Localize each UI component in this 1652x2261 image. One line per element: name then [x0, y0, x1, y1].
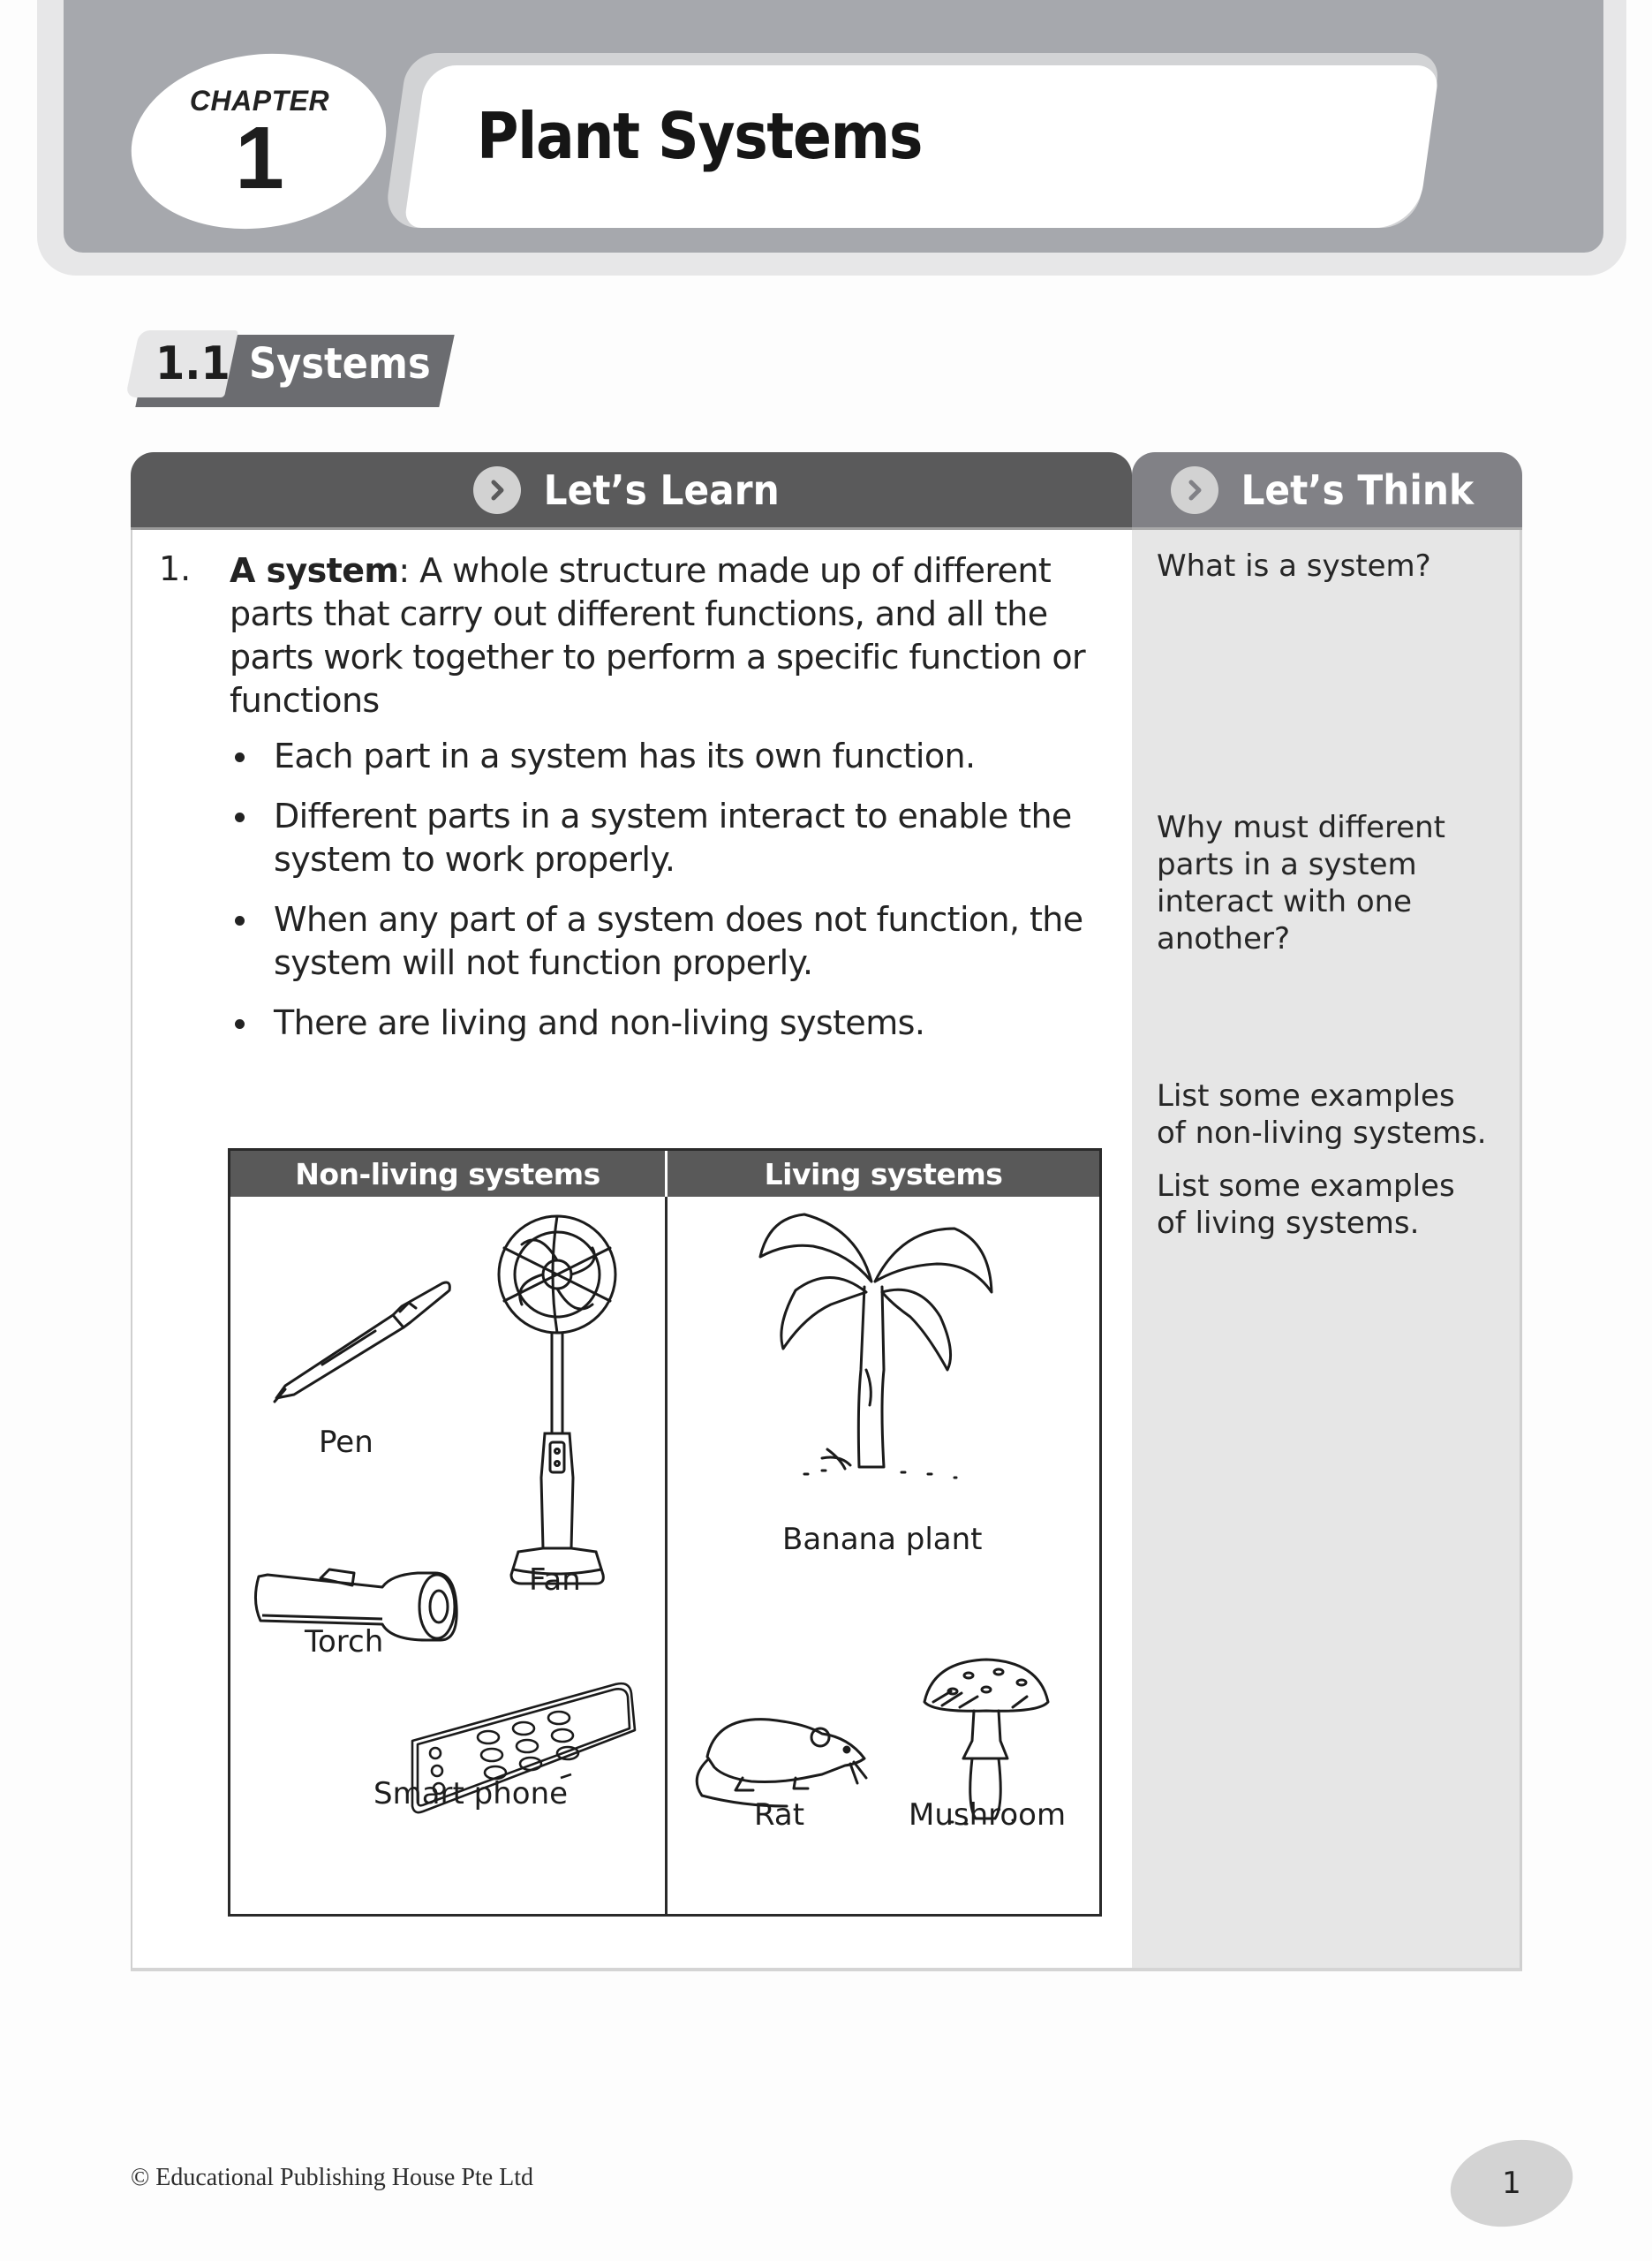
chapter-label: CHAPTER: [189, 85, 330, 117]
list-item: When any part of a system does not function, the system will not function properly.: [230, 898, 1121, 985]
chapter-number: 1: [235, 109, 284, 208]
copyright-notice: © Educational Publishing House Pte Ltd: [131, 2164, 534, 2191]
torch-label: Torch: [305, 1624, 384, 1660]
key-points-list: [230, 735, 1121, 1062]
fan-label: Fan: [529, 1562, 581, 1598]
section-title: Systems: [249, 339, 431, 389]
system-definition: [230, 549, 1121, 722]
think-question: List some examples of living systems.: [1157, 1168, 1455, 1241]
pen-illustration: [269, 1266, 455, 1407]
banana-plant-label: Banana plant: [782, 1522, 983, 1557]
chevron-right-icon: [1171, 466, 1218, 514]
lets-learn-body: [131, 530, 1132, 1971]
smart-phone-label: Smart phone: [373, 1776, 569, 1811]
lets-think-body: [1132, 530, 1522, 1971]
chapter-title: Plant Systems: [477, 99, 923, 173]
lets-learn-title: Let’s Learn: [543, 465, 780, 514]
think-question: What is a system?: [1157, 548, 1431, 584]
learn-think-panel: [131, 452, 1522, 1971]
item-number: 1.: [159, 549, 192, 588]
chevron-right-icon: [473, 466, 521, 514]
list-item: Each part in a system has its own function.: [230, 735, 1121, 778]
mushroom-label: Mushroom: [909, 1797, 1067, 1833]
lets-learn-header: [131, 452, 1132, 530]
lets-think-header: [1132, 452, 1522, 530]
rat-label: Rat: [754, 1797, 805, 1833]
table-divider: [665, 1151, 668, 1914]
list-item: There are living and non-living systems.: [230, 1002, 1121, 1045]
lets-think-title: Let’s Think: [1241, 465, 1474, 514]
non-living-header: Non-living systems: [230, 1151, 665, 1197]
living-header: Living systems: [668, 1151, 1099, 1197]
definition-term: A system: [230, 551, 399, 590]
list-item: Different parts in a system interact to enable the system to work properly.: [230, 795, 1121, 881]
fan-illustration: [487, 1213, 628, 1601]
definition-text: : A whole structure made up of different parts that carry out different functions, and all the parts work together to perform a specific function or functions: [230, 551, 1085, 720]
think-question: List some examples of non-living systems.: [1157, 1078, 1487, 1151]
pen-label: Pen: [319, 1425, 373, 1460]
page-number: 1: [1502, 2166, 1521, 2201]
think-question: Why must different parts in a system interact with one another?: [1157, 810, 1446, 957]
systems-comparison-table: [228, 1148, 1102, 1917]
section-number: 1.1: [155, 337, 230, 390]
header-divider: [665, 1151, 668, 1197]
banana-plant-illustration: [751, 1193, 1016, 1511]
